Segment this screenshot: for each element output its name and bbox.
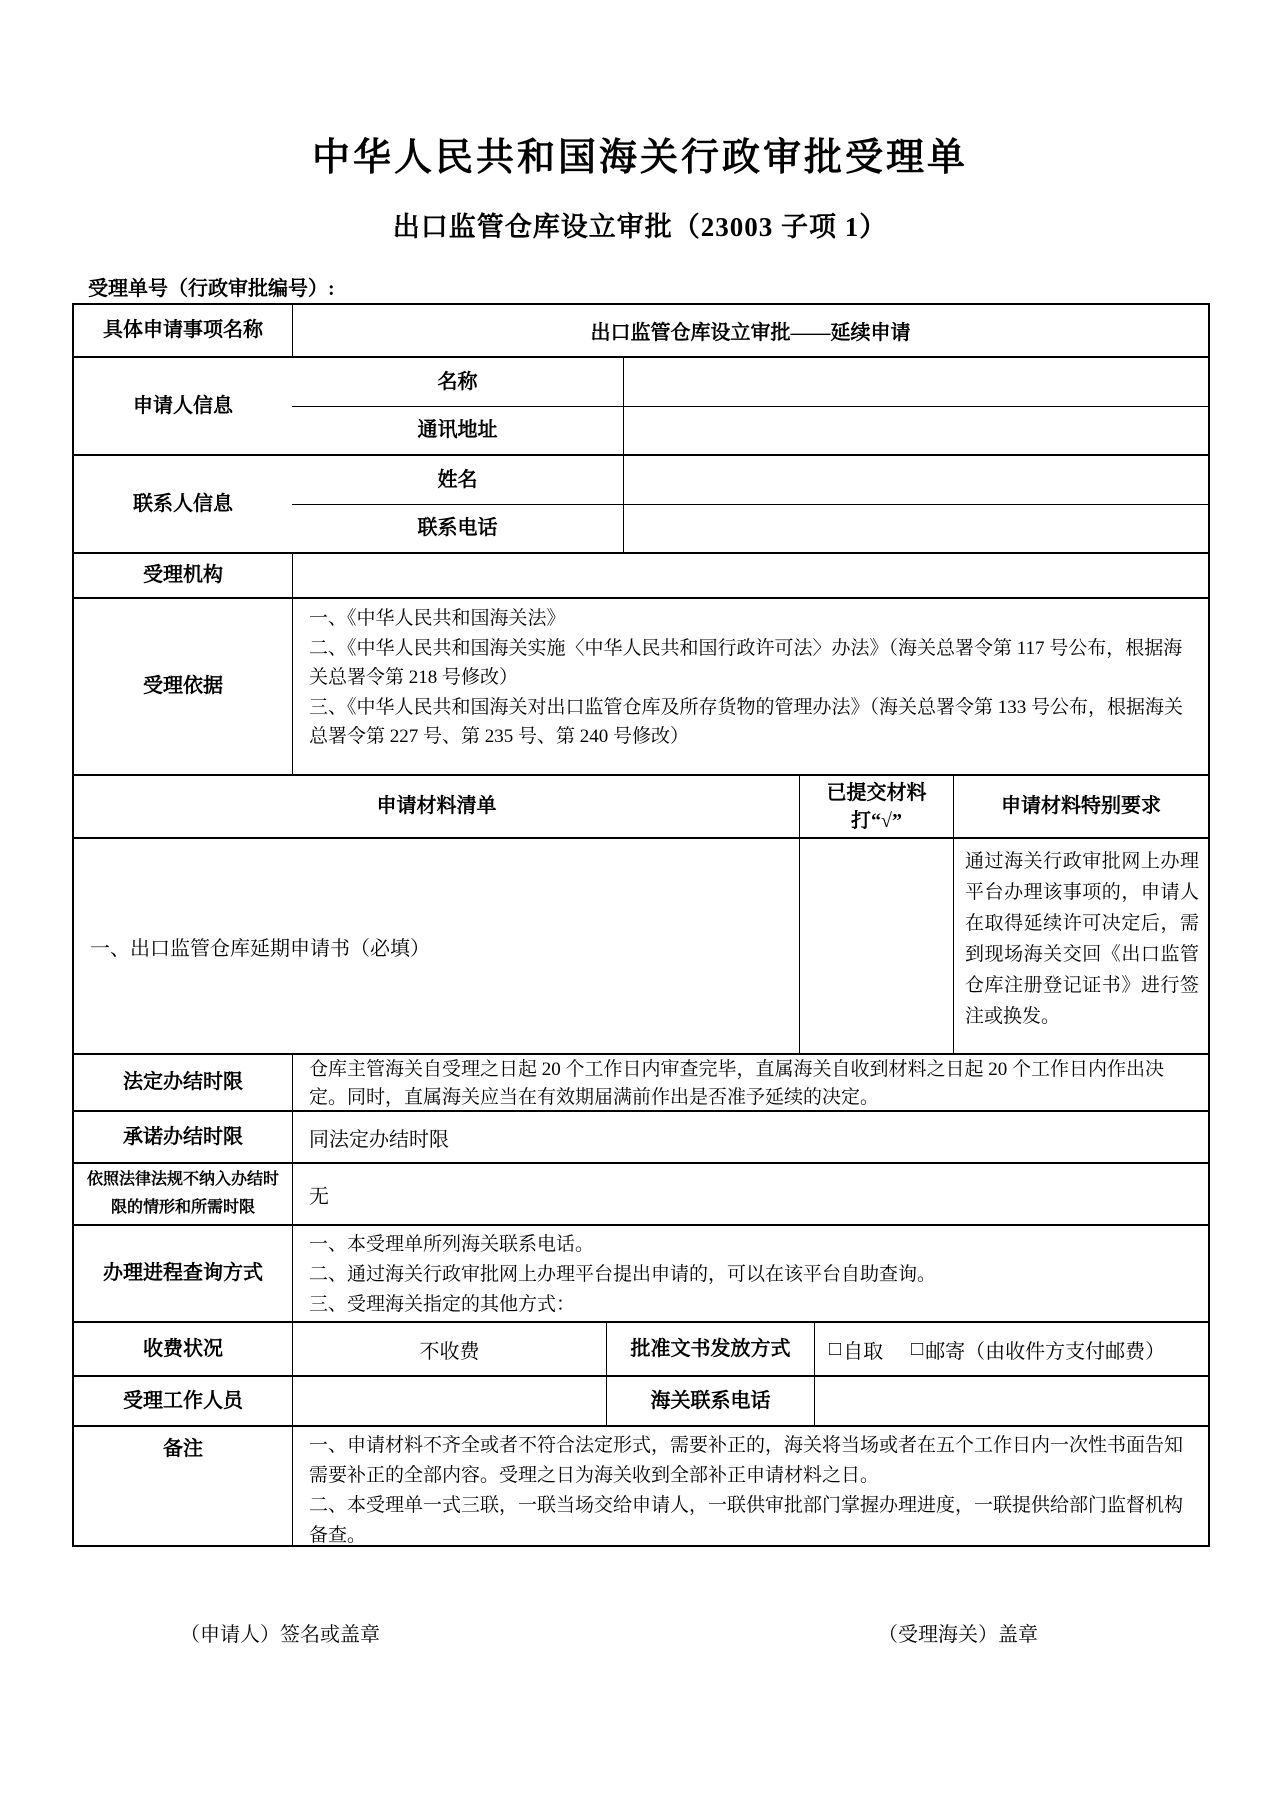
remarks-content — [292, 1427, 1208, 1545]
contact-phone-field[interactable] — [623, 505, 1208, 552]
row-staff — [74, 1375, 1208, 1425]
applicant-address-row — [292, 406, 1208, 454]
remarks-line-1: 一、申请材料不齐全或者不符合法定形式，需要补正的，海关将当场或者在五个工作日内一次性书面告知需要补正的全部内容。受理之日为海关收到全部补正申请材料之日。 — [309, 1435, 1184, 1486]
progress-query-line-2: 二、通过海关行政审批网上办理平台提出申请的，可以在该平台自助查询。 — [309, 1264, 937, 1285]
row-fee-status — [74, 1321, 1208, 1375]
row-contact-info — [74, 454, 1208, 552]
delivery-option-pickup[interactable] — [829, 1335, 883, 1364]
staff-name-field[interactable] — [292, 1377, 606, 1425]
materials-submitted-header — [799, 776, 953, 837]
progress-query-line-3: 三、受理海关指定的其他方式： — [309, 1294, 576, 1315]
applicant-name-row — [292, 358, 1208, 406]
contact-name-row — [292, 456, 1208, 504]
accepting-org-label: 受理机构 — [143, 564, 223, 586]
remarks-line-2: 二、本受理单一式三联，一联当场交给申请人，一联供审批部门掌握办理进度，一联提供给部门监督机构备查。 — [309, 1495, 1184, 1546]
receipt-number-value[interactable] — [335, 276, 755, 300]
applicant-signature-label: （申请人）签名或盖章 — [180, 1624, 380, 1646]
row-accepting-org — [74, 552, 1208, 597]
contact-subrows — [292, 456, 1208, 552]
row-remarks — [74, 1425, 1208, 1545]
pickup-option-label: 自取 — [843, 1340, 884, 1363]
promised-time-limit-value: 同法定办结时限 — [292, 1112, 1208, 1162]
applicant-subrows — [292, 358, 1208, 454]
row-materials-header — [74, 774, 1208, 837]
row-legal-time-limit — [74, 1053, 1208, 1110]
legal-time-limit-value: 仓库主管海关自受理之日起 20 个工作日内审查完毕，直属海关自收到材料之日起 20 个工作日内作出决定。同时，直属海关应当在有效期届满前作出是否准予延续的决定。 — [292, 1055, 1208, 1110]
row-applicant-info — [74, 356, 1208, 454]
remarks-label: 备注 — [163, 1438, 203, 1460]
material-special-requirement: 通过海关行政审批网上办理平台办理该事项的，申请人在取得延续许可决定后，需到现场海关交回《出口监管仓库注册登记证书》进行签注或换发。 — [953, 839, 1208, 1053]
promised-time-limit-label: 承诺办结时限 — [123, 1125, 243, 1148]
contact-name-label: 姓名 — [437, 468, 478, 491]
row-materials-item — [74, 837, 1208, 1053]
materials-list-header: 申请材料清单 — [376, 795, 497, 817]
approval-form-table — [72, 303, 1210, 1547]
delivery-option-mail[interactable] — [911, 1335, 1165, 1364]
receipt-number-line — [88, 276, 1280, 300]
applicant-address-field[interactable] — [623, 407, 1208, 454]
row-item-name — [74, 305, 1208, 356]
applicant-info-label: 申请人信息 — [133, 394, 233, 417]
row-progress-query — [74, 1224, 1208, 1321]
progress-query-content — [292, 1226, 1208, 1321]
material-item-name: 一、出口监管仓库延期申请书（必填） — [90, 937, 430, 960]
excluded-time-label: 依照法律法规不纳入办结时限的情形和所需时限 — [86, 1171, 279, 1216]
basis-label: 受理依据 — [143, 675, 223, 697]
mail-option-label: 邮寄（由收件方支付邮费） — [925, 1340, 1166, 1363]
customs-phone-label: 海关联系电话 — [606, 1377, 814, 1425]
receipt-number-label: 受理单号（行政审批编号）: — [88, 278, 335, 301]
pickup-checkbox-icon[interactable]: □ — [829, 1337, 842, 1360]
contact-phone-row — [292, 504, 1208, 552]
progress-query-label: 办理进程查询方式 — [103, 1262, 263, 1284]
fee-status-label: 收费状况 — [143, 1337, 223, 1360]
applicant-address-label: 通讯地址 — [417, 419, 498, 441]
page-title: 中华人民共和国海关行政审批受理单 — [311, 137, 968, 179]
accepting-org-field[interactable] — [292, 554, 1208, 597]
item-name-label: 具体申请事项名称 — [103, 319, 263, 341]
contact-phone-label: 联系电话 — [417, 517, 498, 539]
applicant-name-label: 名称 — [437, 370, 478, 393]
delivery-method-options — [814, 1323, 1208, 1375]
row-promised-time-limit — [74, 1110, 1208, 1162]
basis-content — [292, 599, 1208, 774]
fee-status-value: 不收费 — [292, 1323, 606, 1375]
mail-checkbox-icon[interactable]: □ — [911, 1337, 924, 1360]
materials-submitted-header-line2: 打“√” — [851, 809, 902, 832]
customs-phone-field[interactable] — [814, 1377, 1208, 1425]
staff-label: 受理工作人员 — [123, 1389, 243, 1412]
row-excluded-time — [74, 1162, 1208, 1224]
basis-line-3: 三、《中华人民共和国海关对出口监管仓库及所存货物的管理办法》（海关总署令第 133 号公布，根据海关总署令第 227 号、第 235 号、第 240 号修改） — [309, 696, 1184, 747]
item-name-value: 出口监管仓库设立审批——延续申请 — [292, 305, 1208, 356]
excluded-time-value: 无 — [292, 1164, 1208, 1224]
contact-info-label: 联系人信息 — [133, 492, 233, 515]
page-subtitle: 出口监管仓库设立审批（23003 子项 1） — [392, 211, 888, 242]
customs-seal-label: （受理海关）盖章 — [878, 1624, 1038, 1646]
material-submitted-checkbox-cell[interactable] — [799, 839, 953, 1053]
row-basis — [74, 597, 1208, 774]
applicant-name-field[interactable] — [623, 358, 1208, 406]
basis-line-2: 二、《中华人民共和国海关实施〈中华人民共和国行政许可法〉办法》（海关总署令第 117 号公布，根据海关总署令第 218 号修改） — [309, 637, 1183, 688]
contact-name-field[interactable] — [623, 456, 1208, 504]
materials-special-header: 申请材料特别要求 — [953, 776, 1208, 837]
basis-line-1: 一、《中华人民共和国海关法》 — [309, 608, 566, 629]
materials-submitted-header-line1: 已提交材料 — [826, 781, 927, 804]
legal-time-limit-label: 法定办结时限 — [123, 1071, 243, 1093]
progress-query-line-1: 一、本受理单所列海关联系电话。 — [309, 1234, 595, 1255]
delivery-method-label: 批准文书发放方式 — [606, 1323, 814, 1375]
